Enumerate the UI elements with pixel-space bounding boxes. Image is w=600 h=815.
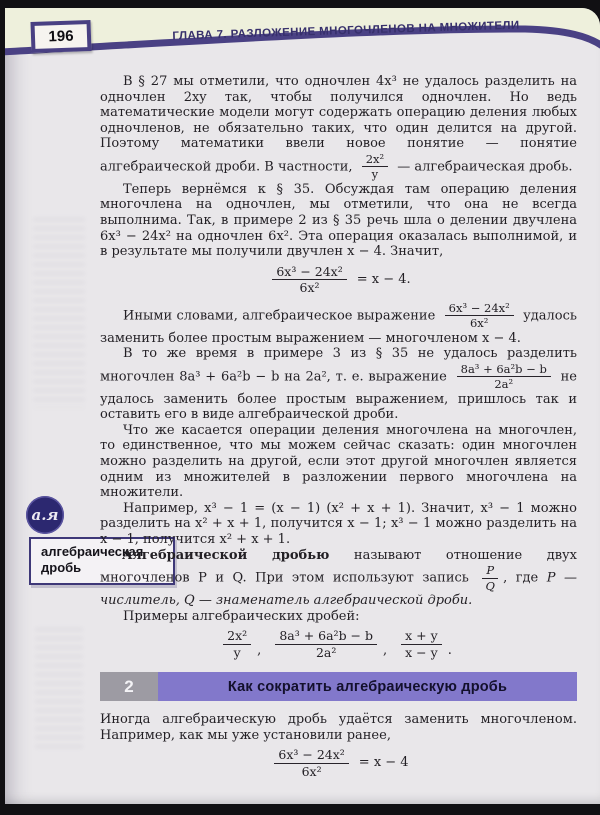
paragraph-1-tail: — алгебраическая дробь. <box>397 159 573 175</box>
definition-text: называют отношение двух многочленов P и Q. При этом используют запись <box>100 547 578 586</box>
inline-fraction <box>445 302 514 330</box>
fraction-numerator: x + y <box>401 629 442 645</box>
definition-term: Алгебраической дробью <box>122 547 330 563</box>
fraction-denominator: 6x² <box>469 316 489 331</box>
fraction-numerator: 2x² <box>223 629 251 645</box>
fraction-denominator: y <box>233 644 241 660</box>
paragraph-1 <box>100 74 577 182</box>
fraction-numerator: 6x³ − 24x² <box>272 265 346 281</box>
showthrough-ghost <box>35 628 83 748</box>
term-label-line2: дробь <box>41 560 82 576</box>
example-fraction-3 <box>401 629 442 659</box>
definition-paragraph <box>100 548 577 609</box>
inline-fraction <box>457 363 551 391</box>
section-number-badge: 2 <box>100 672 158 701</box>
equation-2-fraction <box>274 748 348 778</box>
fraction-denominator: x − y <box>405 644 438 660</box>
inline-fraction <box>482 564 498 592</box>
separator: . <box>447 643 452 659</box>
paragraph-4-tail: не удалось заменить более простым выражением, пришлось так и оставить его в виде алгебраической дроби. <box>100 369 577 423</box>
equation-1 <box>100 265 577 295</box>
definition-italic: P — числитель, Q — знаменатель алгебраической дроби. <box>100 570 577 608</box>
paragraph-1-text: В § 27 мы отметили, что одночлен 4x³ не удалось разделить на одночлен 2xy так, чтобы получился одночлен. Но ведь математические модели могут содержать операцию деления любых одночленов, не обязательно таких, что один делится на другой. Поэтому математики ввели новое понятие — понятие алгебраической дроби. В частности, <box>100 74 577 175</box>
examples-equation <box>100 629 577 659</box>
fraction-numerator: P <box>482 564 498 578</box>
example-fraction-2 <box>275 629 377 659</box>
paragraph-2: Теперь вернёмся к § 35. Обсуждая там операцию деления многочлена на одночлен, мы отметили, что она не всегда выполнима. Так, в примере 2 из § 35 речь шла о делении двучлена 6x³ − 24x² на одночлен 6x². Эта операция оказалась выполнимой, и в результате мы получили двучлен x − 4. Значит, <box>100 181 577 260</box>
fraction-numerator: 6x³ − 24x² <box>445 302 514 316</box>
section-banner <box>100 672 577 701</box>
paragraph-5: Что же касается операции деления многочлена на многочлен, то единственное, что мы можем сейчас сказать: один многочлен можно разделить на другой, если этот другой многочлен является одним из множителей в разложении первого многочлена на множители. <box>100 422 577 501</box>
fraction-denominator: 2a² <box>494 377 514 392</box>
page-body <box>100 74 577 784</box>
fraction-numerator: 8a³ + 6a²b − b <box>275 629 377 645</box>
definition-text-2: , где <box>503 570 539 586</box>
fraction-denominator: y <box>371 167 379 182</box>
equation-1-rhs: = x − 4. <box>356 271 411 287</box>
paragraph-3 <box>100 301 577 346</box>
showthrough-ghost <box>33 218 85 408</box>
separator: , <box>383 643 388 659</box>
fraction-numerator: 8a³ + 6a²b − b <box>457 363 551 377</box>
dictionary-icon <box>26 496 64 534</box>
fraction-denominator: 2a² <box>315 644 337 660</box>
paragraph-7: Иногда алгебраическую дробь удаётся заменить многочленом. Например, как мы уже установили ранее, <box>100 712 577 743</box>
fraction-numerator: 2x² <box>362 153 388 167</box>
paragraph-6: Например, x³ − 1 = (x − 1) (x² + x + 1). Значит, x³ − 1 можно разделить на x² + x + 1, получится x − 1; x³ − 1 можно разделить на x − 1, получится x² + x + 1. <box>100 500 577 547</box>
dictionary-icon-letters: а.я <box>31 506 59 524</box>
example-fraction-1 <box>223 629 251 659</box>
textbook-page <box>5 8 600 804</box>
chapter-header: ГЛАВА 7. РАЗЛОЖЕНИЕ МНОГОЧЛЕНОВ НА МНОЖИТЕЛИ <box>172 19 520 43</box>
section-title: Как сократить алгебраическую дробь <box>158 672 577 701</box>
fraction-denominator: 6x² <box>301 763 322 779</box>
term-label-line1: алгебраическая <box>41 544 144 559</box>
equation-2 <box>100 748 577 778</box>
page-number: 196 <box>30 20 91 53</box>
paragraph-3-text: Иными словами, алгебраическое выражение <box>123 308 436 324</box>
fraction-denominator: Q <box>485 578 495 593</box>
equation-1-fraction <box>272 265 346 295</box>
separator: , <box>257 643 262 659</box>
paragraph-4-text: В то же время в примере 3 из § 35 не удалось разделить многочлен 8a³ + 6a²b − b на 2a², т. е. выражение <box>100 346 577 385</box>
paragraph-3-tail: удалось заменить более простым выражением — многочленом x − 4. <box>100 308 577 346</box>
fraction-denominator: 6x² <box>299 280 320 296</box>
fraction-numerator: 6x³ − 24x² <box>274 748 348 764</box>
examples-label: Примеры алгебраических дробей: <box>123 608 360 624</box>
inline-fraction <box>362 153 388 181</box>
equation-2-rhs: = x − 4 <box>358 755 409 771</box>
paragraph-4 <box>100 346 577 423</box>
